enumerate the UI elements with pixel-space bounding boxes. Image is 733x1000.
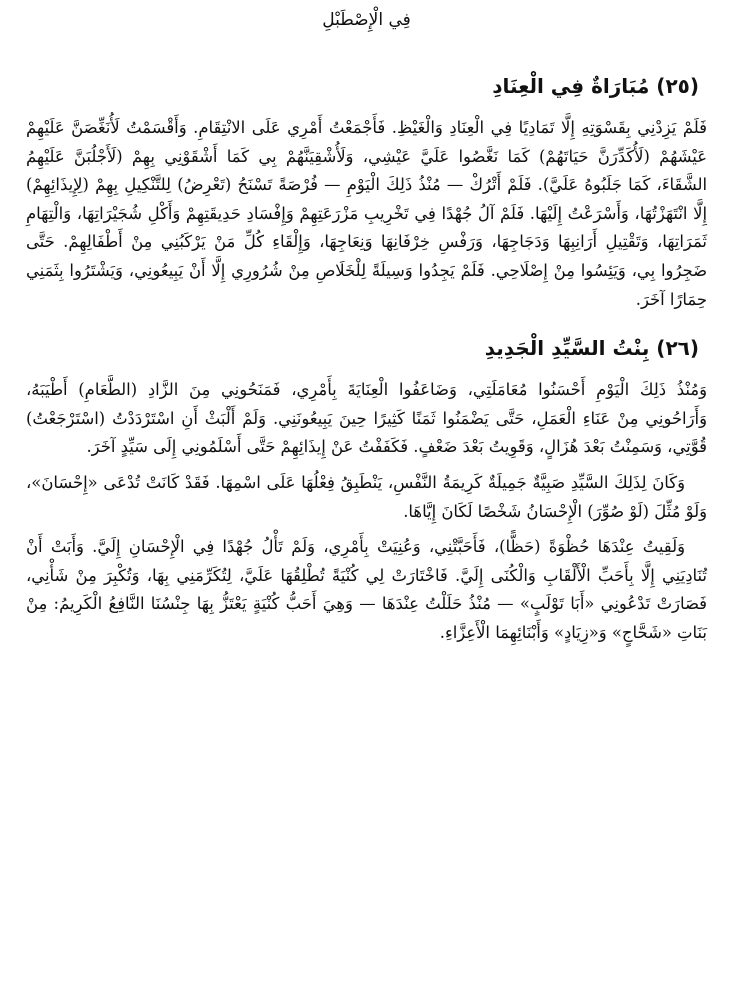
paragraph: وَكَانَ لِذَلِكَ السَّيِّدِ صَبِيَّةٌ جَمِيلَةٌ كَرِيمَةُ النَّفْسِ، يَنْطَبِقُ فِعْلُهَا عَلَى اسْمِهَا. فَقَدْ كَانَتْ تُدْعَى «إِحْسَانَ»، وَلَوْ مُثِّلَ (لَوْ صُوِّرَ) الْإِحْسَانُ شَخْصًا لَكَانَ إِيَّاهَا. xyxy=(26,472,707,521)
paragraph: وَلَقِيتُ عِنْدَهَا حُظْوَةً (حَظًّا)، فَأَحَبَّتْنِي، وَعُنِيَتْ بِأَمْرِي، وَلَمْ تَأْلُ جُهْدًا فِي الْإِحْسَانِ إِلَيَّ. وَأَبَتْ أَنْ تُنَادِيَنِي إِلَّا بِأَحَبِّ الْأَلْقَابِ وَالْكُنَى إِلَيَّ. فَاخْتَارَتْ لِي كُنْيَةً تُطْلِقُهَا عَلَيَّ، لِتُكَرِّمَنِي بِهَا، وَتُكْبِرَ مِنْ شَأْنِي، فَصَارَتْ تَدْعُونِي «أَبَا تَوْلَبٍ» — مُنْذُ حَلَلْتُ عِنْدَهَا — وَهِيَ أَحَبُّ كُنْيَةٍ يَعْتَزُّ بِهَا جِنْسُنَا النَّافِعُ الْكَرِيمُ: مِنْ بَنَاتِ «شَحَّاجٍ» وَ«زِيَادٍ» وَأَبْنَائِهِمَا الْأَعِزَّاءِ. xyxy=(26,537,707,642)
paragraph: فَلَمْ يَزِدْنِي بِقَسْوَتِهِ إِلَّا تَمَادِيًا فِي الْعِنَادِ وَالْغَيْظِ. فَأَجْمَعْتُ أَمْرِي عَلَى الانْتِقَامِ. وَأَقْسَمْتُ لَأُنَغِّصَنَّ عَلَيْهِمْ عَيْشَهُمْ (لَأُكَدِّرَنَّ حَيَاتَهُمْ) كَمَا نَغَّصُوا عَلَيَّ عَيْشِي، وَلَأُشْقِيَنَّهُمْ بِي كَمَا أَشْقَوْنِي بِهِمْ (لَأَجْلُبَنَّ عَلَيْهِمُ الشَّقَاءَ، كَمَا جَلَبُوهُ عَلَيَّ). فَلَمْ أَتْرُكْ — مُنْذُ ذَلِكَ الْيَوْمِ — فُرْصَةً تَسْنَحُ (تَعْرِضُ) لِلتَّنْكِيلِ بِهِمْ (لِإِيذَائِهِمْ) إِلَّا انْتَهَزْتُهَا، وَأَسْرَعْتُ إِلَيْهَا. فَلَمْ آلُ جُهْدًا فِي تَخْرِيبِ مَزْرَعَتِهِمْ وَإِفْسَادِ حَدِيقَتِهِمْ وَأَكْلِ شُجَيْرَاتِهَا، وَالْتِهَامِ ثَمَرَاتِهَا، وَتَقْتِيلِ أَرَانِبِهَا وَدَجَاجِهَا، وَرَفْسِ خِرْفَانِهَا وَنِعَاجِهَا، وَإِلْقَاءِ كُلِّ مَنْ يَرْكَبُنِي مِنْ أَطْفَالِهِمْ. حَتَّى ضَجِرُوا بِي، وَيَئِسُوا مِنْ إِصْلَاحِي. فَلَمْ يَجِدُوا وَسِيلَةً لِلْخَلَاصِ مِنْ شُرُورِي إِلَّا أَنْ يَبِيعُونِي، وَيَشْتَرُوا بِثَمَنِي حِمَارًا آخَرَ. xyxy=(26,118,707,309)
running-head: فِي الْإِصْطَبْلِ xyxy=(322,10,411,30)
paragraph: وَمُنْذُ ذَلِكَ الْيَوْمِ أَحْسَنُوا مُعَامَلَتِي، وَضَاعَفُوا الْعِنَايَةَ بِأَمْرِي، فَمَنَحُونِي مِنَ الزَّادِ (الطَّعَامِ) أَطْيَبَهُ، وَأَرَاحُونِي مِنْ عَنَاءِ الْعَمَلِ، حَتَّى يَضْمَنُوا ثَمَنًا كَثِيرًا حِينَ يَبِيعُونَنِي. وَلَمْ أَلْبَثْ أَنِ اسْتَرْدَدْتُ (اسْتَرْجَعْتُ) قُوَّتِي، وَسَمِنْتُ بَعْدَ هُزَالٍ، وَقَوِيتُ بَعْدَ ضَعْفٍ. فَكَفَفْتُ عَنْ إِيذَائِهِمْ حَتَّى أَسْلَمُونِي إِلَى سَيِّدٍ آخَرَ. xyxy=(26,380,707,457)
section-title: (٢٦) بِنْتُ السَّيِّدِ الْجَدِيدِ xyxy=(484,336,699,361)
section-25 xyxy=(26,74,707,314)
section-title: (٢٥) مُبَارَاةٌ فِي الْعِنَادِ xyxy=(492,74,699,98)
section-26 xyxy=(26,336,707,647)
